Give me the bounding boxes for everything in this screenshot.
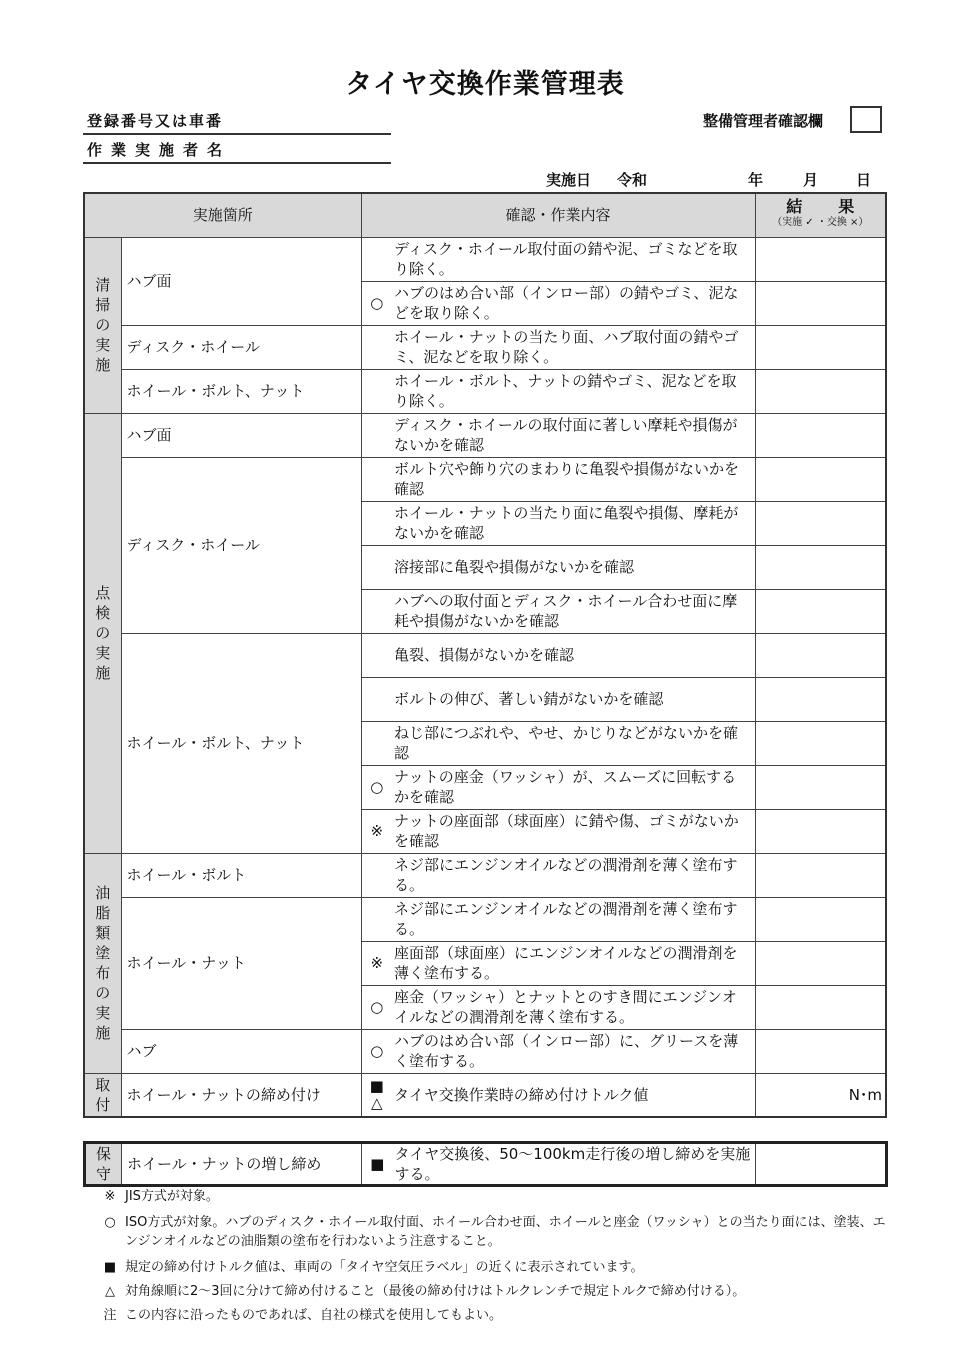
mark-cell [361,237,392,281]
col-content-header: 確認・作業内容 [361,193,755,237]
mark-cell [361,853,392,897]
content-cell: ディスク・ホイールの取付面に著しい摩耗や損傷がないかを確認 [392,413,755,457]
result-cell[interactable] [755,677,886,721]
result-title: 結 果 [786,197,865,217]
section-lubrication: 油脂類塗布の実施 [84,853,121,1073]
worker-line [83,162,391,164]
col-result-header [755,193,886,237]
content-cell: ボルト穴や飾り穴のまわりに亀裂や損傷がないかを確認 [392,457,755,501]
date-prefix: 実施日 [546,171,592,189]
result-cell[interactable] [755,501,886,545]
registration-line [83,133,391,135]
location-cell: ハブ面 [121,413,361,457]
content-cell: ホイール・ナットの当たり面、ハブ取付面の錆やゴミ、泥などを取り除く。 [392,325,755,369]
date-year: 年 [748,171,764,189]
location-cell: ホイール・ボルト、ナット [121,633,361,853]
location-cell: ホイール・ボルト、ナット [121,369,361,413]
torque-unit[interactable]: N･m [755,1073,886,1117]
note-text: 規定の締め付けトルク値は、車両の「タイヤ空気圧ラベル」の近くに表示されています。 [125,1260,644,1275]
note-text: ISO方式が対象。ハブのディスク・ホイール取付面、ホイール合わせ面、ホイールと座金（ワッシャ）との当たり面には、塗装、エンジンオイルなどの油脂類の塗布を行わないよう注意すること。 [125,1215,886,1249]
table-row [84,1073,886,1117]
content-cell: ディスク・ホイール取付面の錆や泥、ゴミなどを取り除く。 [392,237,755,281]
content-cell: ボルトの伸び、著しい錆がないかを確認 [392,677,755,721]
content-cell: ネジ部にエンジンオイルなどの潤滑剤を薄く塗布する。 [392,853,755,897]
result-cell[interactable] [755,325,886,369]
result-cell[interactable] [755,589,886,633]
table-row [84,853,886,897]
result-cell[interactable] [755,457,886,501]
content-cell: 亀裂、損傷がないかを確認 [392,633,755,677]
note-symbol: 注 [103,1308,117,1323]
result-cell[interactable] [755,721,886,765]
location-cell: ハブ [121,1029,361,1073]
location-cell: ディスク・ホイール [121,457,361,633]
mark-cell [361,897,392,941]
result-cell[interactable] [755,809,886,853]
manager-check-label: 整備管理者確認欄 [703,112,824,130]
content-cell: ハブへの取付面とディスク・ホイール合わせ面に摩耗や損傷がないかを確認 [392,589,755,633]
section-cleaning: 清掃の実施 [84,237,121,413]
result-cell[interactable] [755,369,886,413]
result-cell[interactable] [755,237,886,281]
mark-cell: ■ [362,1143,393,1186]
section-inspection: 点検の実施 [84,413,121,853]
note-text: JIS方式が対象。 [125,1189,219,1204]
table-row [84,325,886,369]
table-row [84,369,886,413]
col-location-header: 実施箇所 [84,193,361,237]
note-text: この内容に沿ったものであれば、自社の様式を使用してもよい。 [125,1308,503,1323]
result-cell[interactable] [755,853,886,897]
mark-cell [361,589,392,633]
result-subtitle: （実施 ✓ ・交換 ×） [772,217,869,229]
note-symbol: ■ [103,1260,117,1275]
location-cell: ホイール・ナット [121,897,361,1029]
note-symbol: ※ [104,1189,116,1204]
location-cell: ディスク・ホイール [121,325,361,369]
table-row [84,897,886,941]
table-header-row [84,193,886,237]
mark-cell [361,501,392,545]
content-cell: ネジ部にエンジンオイルなどの潤滑剤を薄く塗布する。 [392,897,755,941]
mark-cell: ○ [361,1029,392,1073]
note-text: 対角線順に2～3回に分けて締め付けること（最後の締め付けはトルクレンチで規定トルクで締め付ける）。 [125,1284,746,1299]
content-cell: 座面部（球面座）にエンジンオイルなどの潤滑剤を薄く塗布する。 [392,941,755,985]
table-row [84,633,886,677]
section-maintenance: 保守 [85,1143,122,1186]
mark-cell [361,369,392,413]
result-cell[interactable] [755,633,886,677]
mark-cell: ※ [361,809,392,853]
manager-check-box[interactable] [850,106,882,133]
result-cell[interactable] [755,545,886,589]
mark-cell: ○ [361,281,392,325]
result-cell[interactable] [756,1143,887,1186]
table-row [84,1029,886,1073]
result-cell[interactable] [755,765,886,809]
mark-cell [361,633,392,677]
mark-cell [361,677,392,721]
section-fastening: 取付 [84,1073,121,1117]
content-cell: ホイール・ナットの当たり面に亀裂や損傷、摩耗がないかを確認 [392,501,755,545]
date-month: 月 [803,171,819,189]
mark-cell [361,457,392,501]
mark-cell: ■ △ [361,1073,392,1117]
date-era: 令和 [617,171,648,189]
table-row [84,457,886,501]
mark-cell [361,721,392,765]
inspection-table [83,192,887,1118]
content-cell: タイヤ交換作業時の締め付けトルク値 [392,1073,755,1117]
mark-cell: ※ [361,941,392,985]
location-cell: ハブ面 [121,237,361,325]
result-cell[interactable] [755,281,886,325]
content-cell: タイヤ交換後、50～100km走行後の増し締めを実施する。 [393,1143,756,1186]
content-cell: ねじ部につぶれや、やせ、かじりなどがないかを確認 [392,721,755,765]
mark-cell [361,325,392,369]
table-row [85,1143,887,1186]
content-cell: ハブのはめ合い部（インロー部）に、グリースを薄く塗布する。 [392,1029,755,1073]
registration-label: 登録番号又は車番 [87,112,224,130]
result-cell[interactable] [755,985,886,1029]
result-cell[interactable] [755,941,886,985]
content-cell: ナットの座面部（球面座）に錆や傷、ゴミがないかを確認 [392,809,755,853]
content-cell: 溶接部に亀裂や損傷がないかを確認 [392,545,755,589]
result-cell[interactable] [755,897,886,941]
mark-cell [361,545,392,589]
location-cell: ホイール・ボルト [121,853,361,897]
content-cell: ハブのはめ合い部（インロー部）の錆やゴミ、泥などを取り除く。 [392,281,755,325]
table-row [84,413,886,457]
page-title: タイヤ交換作業管理表 [345,69,625,100]
note-symbol: △ [105,1284,115,1299]
mark-cell: ○ [361,985,392,1029]
content-cell: ホイール・ボルト、ナットの錆やゴミ、泥などを取り除く。 [392,369,755,413]
date-day: 日 [856,171,872,189]
content-cell: 座金（ワッシャ）とナットとのすき間にエンジンオイルなどの潤滑剤を薄く塗布する。 [392,985,755,1029]
location-cell: ホイール・ナットの増し締め [122,1143,362,1186]
mark-cell [361,413,392,457]
note-symbol: ○ [104,1215,116,1230]
worker-label: 作業実施者名 [87,141,232,159]
content-cell: ナットの座金（ワッシャ）が、スムーズに回転するかを確認 [392,765,755,809]
mark-cell: ○ [361,765,392,809]
table-row [84,237,886,281]
result-cell[interactable] [755,1029,886,1073]
result-cell[interactable] [755,413,886,457]
location-cell: ホイール・ナットの締め付け [121,1073,361,1117]
maintenance-table [83,1141,888,1187]
